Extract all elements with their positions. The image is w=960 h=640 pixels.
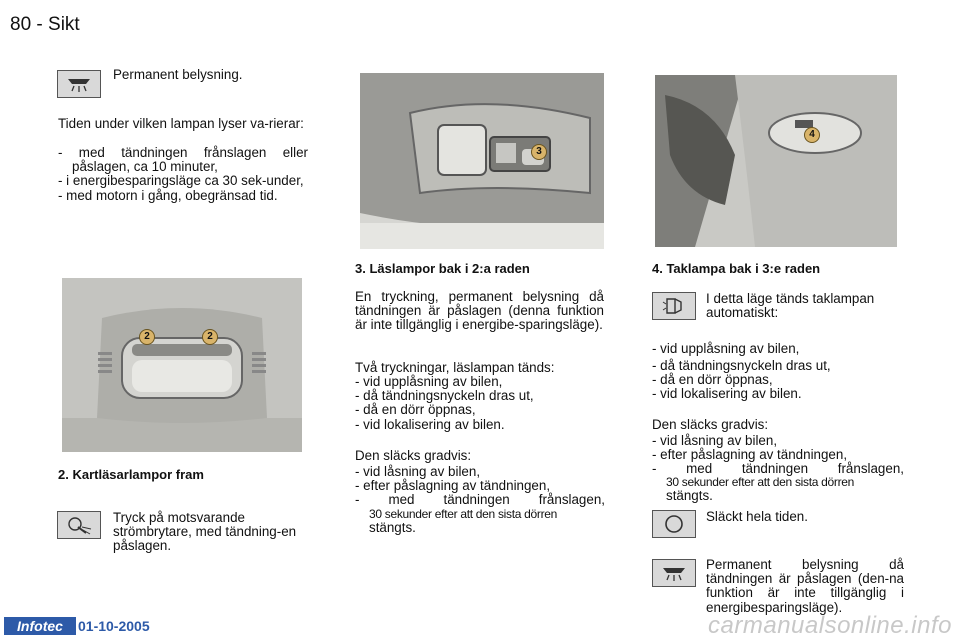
permanent-label: Permanent belysning.	[113, 67, 243, 82]
list-item: - med tändningen frånslagen eller påslagen, ca 10 minuter,	[58, 145, 308, 175]
list-item: - med motorn i gång, obegränsad tid.	[58, 187, 278, 203]
list-item: - vid låsning av bilen,	[355, 464, 481, 479]
section-title: 2. Kartläsarlampor fram	[58, 467, 204, 482]
door-lamp-icon	[652, 292, 696, 320]
front-map-lamps-photo	[62, 278, 302, 452]
permanent-on-text: Permanent belysning då tändningen är påslagen (den-na funktion är inte tillgänglig i energibesparingsläge).	[706, 557, 904, 615]
dimming-end: stängts.	[369, 520, 416, 535]
infotec-logo: Infotec	[4, 617, 76, 635]
double-press-list	[355, 375, 605, 432]
dimming-detail: 30 sekunder efter att den sista dörren	[666, 475, 855, 489]
single-press-text: En tryckning, permanent belysning då tändningen är påslagen (denna funktion är inte tillgänglig i energibe-sparingsläge).	[355, 289, 604, 333]
list-item: - då en dörr öppnas,	[652, 372, 773, 388]
unlock-intro: - vid upplåsning av bilen,	[652, 341, 800, 356]
list-item: - efter påslagning av tändningen,	[355, 478, 551, 494]
hand-press-icon	[57, 511, 101, 539]
list-item: - med tändningen frånslagen,	[355, 492, 605, 508]
duration-intro: Tiden under vilken lampan lyser va-rierar:	[58, 116, 304, 131]
dimming-intro: Den släcks gradvis:	[355, 448, 472, 463]
double-press-intro: Två tryckningar, läslampan tänds:	[355, 360, 555, 375]
list-item: - med tändningen frånslagen,	[652, 461, 904, 477]
page-title: 80 - Sikt	[10, 14, 80, 35]
circle-off-icon	[652, 510, 696, 538]
list-item: - vid lokalisering av bilen.	[652, 386, 802, 402]
duration-list	[58, 146, 308, 203]
dimming-list	[652, 434, 904, 477]
list-item: - i energibesparingsläge ca 30 sek-under,	[58, 173, 304, 189]
rear-reading-lamps-photo	[360, 73, 604, 249]
rear-ceiling-lamp-photo	[655, 75, 897, 247]
off-text: Släckt hela tiden.	[706, 509, 808, 524]
ceiling-lamp-icon	[57, 70, 101, 98]
watermark: carmanualsonline.info	[708, 612, 952, 639]
ceiling-lamp-icon	[652, 559, 696, 587]
list-item: - då tändningsnyckeln dras ut,	[652, 358, 831, 373]
list-item: - vid lokalisering av bilen.	[355, 416, 505, 432]
list-item: - då en dörr öppnas,	[355, 402, 476, 418]
callout-badge: 3	[531, 144, 547, 160]
list-item: - efter påslagning av tändningen,	[652, 447, 848, 463]
dimming-list	[355, 465, 605, 508]
press-instruction: Tryck på motsvarande strömbrytare, med tändning-en påslagen.	[113, 510, 297, 554]
unlock-list	[652, 359, 902, 402]
dimming-end: stängts.	[666, 488, 713, 503]
callout-badge: 2	[202, 329, 218, 345]
auto-mode-text: I detta läge tänds taklampan automatiskt:	[706, 291, 875, 321]
dimming-intro: Den släcks gradvis:	[652, 417, 769, 432]
callout-badge: 2	[139, 329, 155, 345]
list-item: - då tändningsnyckeln dras ut,	[355, 388, 534, 404]
callout-badge: 4	[804, 127, 820, 143]
section-title: 3. Läslampor bak i 2:a raden	[355, 261, 530, 276]
print-date: 01-10-2005	[78, 618, 150, 634]
section-title: 4. Taklampa bak i 3:e raden	[652, 261, 821, 276]
list-item: - vid upplåsning av bilen,	[355, 374, 503, 389]
dimming-detail: 30 sekunder efter att den sista dörren	[369, 507, 558, 521]
list-item: - vid låsning av bilen,	[652, 433, 778, 448]
